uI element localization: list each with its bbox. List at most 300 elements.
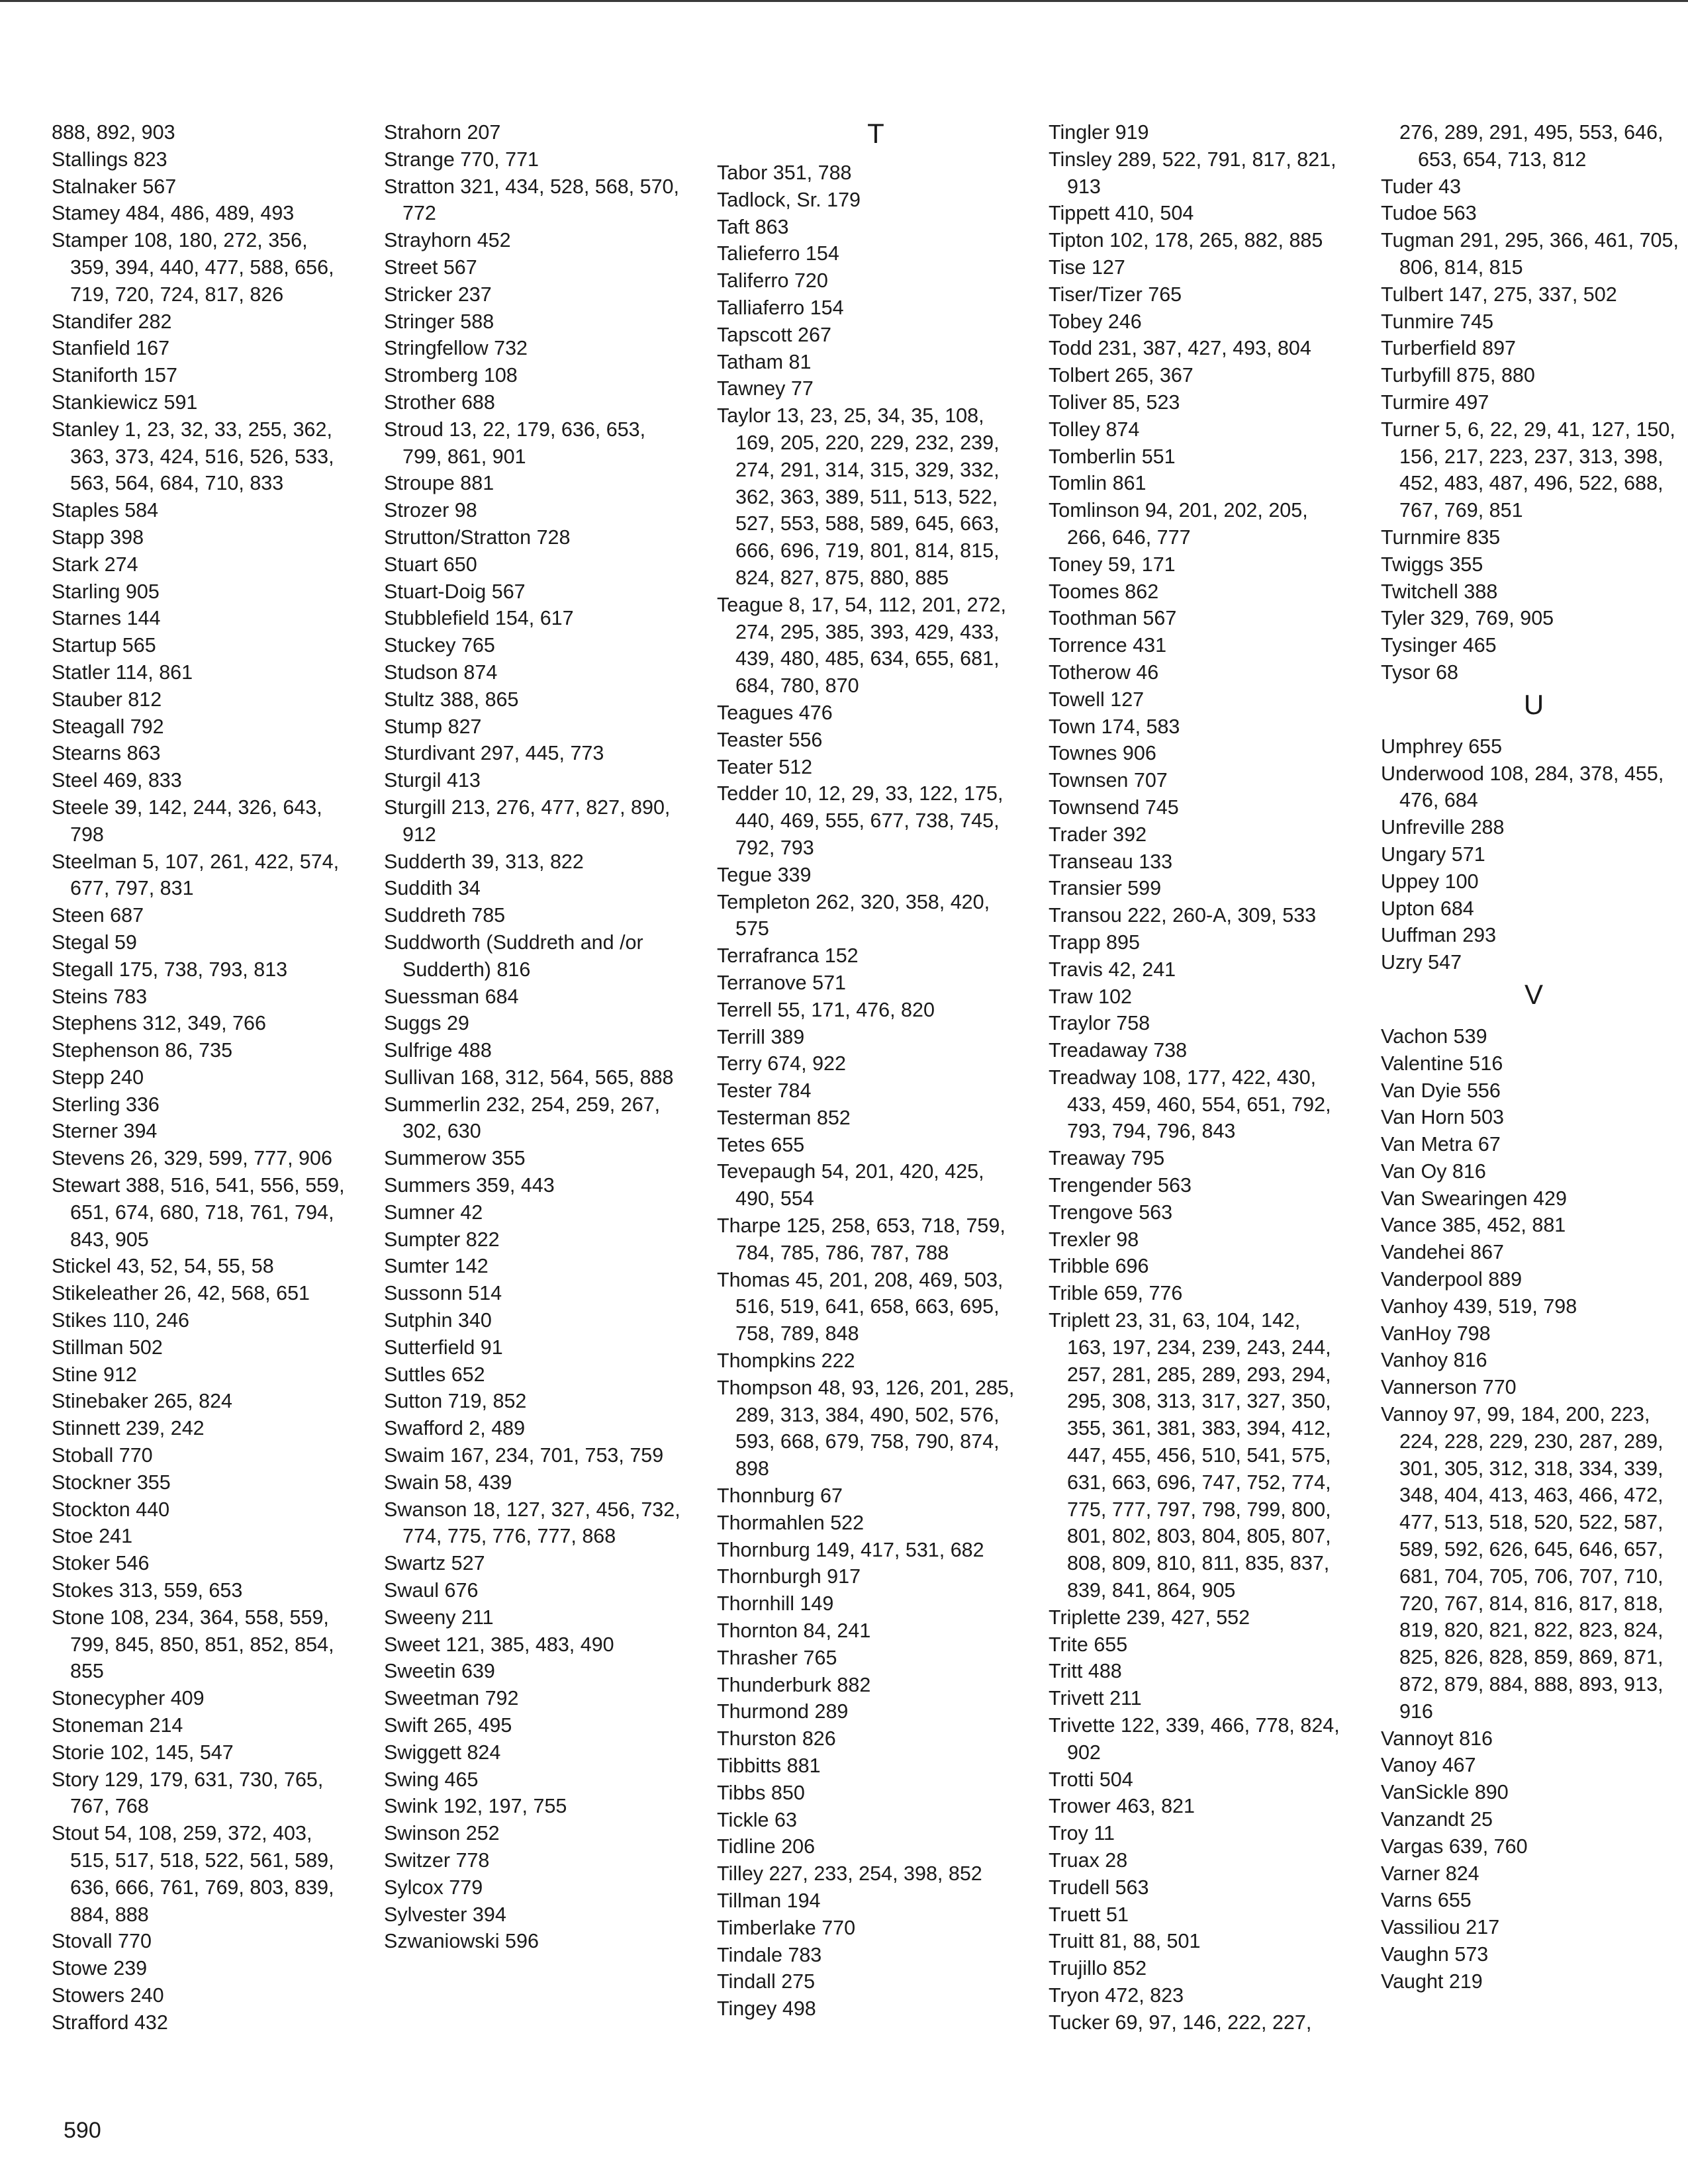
index-entry [384,1145,702,1172]
index-entry [1049,1010,1366,1037]
index-entry [1049,497,1366,551]
index-entry [52,794,369,848]
index-entry [384,848,702,876]
entry-text: Teaster 556 [717,728,823,751]
entry-text: Trudell 563 [1049,1876,1149,1899]
entry-text: Troy 11 [1049,1822,1115,1845]
entry-text: Testerman 852 [717,1106,851,1129]
entry-text: Vanzandt 25 [1381,1808,1493,1831]
entry-continuation: 563, 564, 684, 710, 833 [70,472,284,495]
entry-text: Terrill 389 [717,1025,805,1048]
index-entry [1049,713,1366,741]
entry-text: Strozer 98 [384,499,477,522]
index-entry [384,362,702,389]
entry-text: Stroud 13, 22, 179, 636, 653, [384,418,646,441]
index-entry [384,740,702,767]
entry-text: Transeau 133 [1049,850,1173,873]
entry-text: Van Metra 67 [1381,1133,1501,1156]
entry-text: Stegall 175, 738, 793, 813 [52,958,288,981]
index-entry [717,727,1035,754]
entry-text: Trower 463, 821 [1049,1795,1195,1818]
entry-continuation: 363, 373, 424, 516, 526, 533, [70,445,334,468]
index-entry [52,983,369,1011]
entry-text: Stanley 1, 23, 32, 33, 255, 362, [52,418,332,441]
entry-continuation: 631, 663, 696, 747, 752, 774, [1067,1471,1331,1494]
entry-text: Terranove 571 [717,971,846,994]
entry-continuation: 720, 767, 814, 816, 817, 818, [1399,1592,1664,1615]
index-entry [717,1212,1035,1267]
index-entry [1049,929,1366,956]
entry-text: Stikeleather 26, 42, 568, 651 [52,1282,310,1305]
entry-text: Valentine 516 [1381,1052,1503,1075]
entry-text: Treaway 795 [1049,1147,1165,1170]
index-entry [52,578,369,606]
entry-text: Totherow 46 [1049,660,1159,684]
entry-continuation: 808, 809, 810, 811, 835, 837, [1067,1552,1330,1575]
entry-continuation: 666, 696, 719, 801, 814, 815, [735,539,1000,563]
index-entry [1381,308,1687,336]
entry-text: Storie 102, 145, 547 [52,1741,234,1764]
entry-text: Sylcox 779 [384,1876,483,1899]
index-entry [717,322,1035,349]
entry-text: Traylor 758 [1049,1012,1150,1035]
entry-text: Tedder 10, 12, 29, 33, 122, 175, [717,782,1004,805]
index-entry [1381,1374,1687,1401]
index-entry [1049,1982,1366,2009]
entry-text: Sylvester 394 [384,1903,506,1926]
entry-text: Story 129, 179, 631, 730, 765, [52,1768,324,1791]
index-entry [384,578,702,606]
index-entry [52,1334,369,1361]
index-entry [52,1928,369,1955]
index-entry [52,524,369,551]
entry-text: Turner 5, 6, 22, 29, 41, 127, 150, [1381,418,1675,441]
entry-text: Vandehei 867 [1381,1241,1504,1264]
entry-text: Tysinger 465 [1381,634,1497,657]
index-entry [1049,416,1366,443]
entry-text: Tolbert 265, 367 [1049,364,1194,387]
entry-text: Terry 674, 922 [717,1052,846,1075]
index-entry [717,1077,1035,1105]
index-entry [384,794,702,848]
entry-text: Swink 192, 197, 755 [384,1795,567,1818]
entry-continuation: 257, 281, 285, 289, 293, 294, [1067,1363,1331,1386]
index-column-3 [717,119,1035,2023]
index-entry [384,389,702,416]
entry-text: Tyler 329, 769, 905 [1381,607,1554,630]
entry-continuation: 824, 827, 875, 880, 885 [735,566,949,589]
entry-continuation: 793, 794, 796, 843 [1067,1120,1236,1143]
entry-text: Tatham 81 [717,350,812,373]
entry-text: Turnmire 835 [1381,525,1501,549]
index-entry [1049,200,1366,227]
index-entry [717,1132,1035,1159]
entry-text: Tawney 77 [717,377,814,400]
entry-continuation: 839, 841, 864, 905 [1067,1579,1236,1602]
index-entry [717,889,1035,943]
index-entry [384,1685,702,1712]
index-entry [1381,1941,1687,1968]
entry-continuation: 439, 480, 485, 634, 655, 681, [735,647,1000,670]
entry-continuation: 872, 879, 884, 888, 893, 913, [1399,1673,1664,1696]
index-entry [717,240,1035,267]
entry-continuation: 651, 674, 680, 718, 761, 794, [70,1201,334,1224]
entry-continuation: 784, 785, 786, 787, 788 [735,1241,949,1264]
index-entry [52,740,369,767]
index-entry [52,1442,369,1469]
entry-text: Steel 469, 833 [52,769,182,792]
entry-continuation: 440, 469, 555, 677, 738, 745, [735,809,1000,833]
section-letter: V [1524,978,1543,1010]
entry-text: Sullivan 168, 312, 564, 565, 888 [384,1066,674,1089]
index-entry [717,754,1035,781]
entry-text: VanHoy 798 [1381,1322,1491,1345]
index-entry [717,1050,1035,1077]
index-entry [717,700,1035,727]
index-entry [52,659,369,686]
index-entry [717,214,1035,241]
entry-text: Torrence 431 [1049,634,1167,657]
entry-text: Stinebaker 265, 824 [52,1390,233,1413]
index-entry [717,1780,1035,1807]
index-entry [384,686,702,713]
entry-text: Stringer 588 [384,310,494,333]
entry-continuation: 589, 592, 626, 645, 646, 657, [1399,1538,1664,1561]
entry-text: Strutton/Stratton 728 [384,525,571,549]
index-entry [52,2009,369,2036]
index-entry [384,254,702,281]
index-entry [384,146,702,173]
entry-text: Tidline 206 [717,1835,816,1858]
entry-text: Uuffman 293 [1381,924,1497,947]
index-entry [1049,1280,1366,1307]
entry-text: Thompson 48, 93, 126, 201, 285, [717,1376,1015,1399]
entry-text: Staniforth 157 [52,364,177,387]
index-entry [384,767,702,794]
entry-text: Tippett 410, 504 [1049,202,1194,225]
entry-text: Vannerson 770 [1381,1376,1517,1399]
entry-text: Startup 565 [52,634,156,657]
entry-text: Sutphin 340 [384,1309,492,1332]
entry-text: 888, 892, 903 [52,121,175,144]
entry-text: Stokes 313, 559, 653 [52,1579,243,1602]
index-entry [1049,1604,1366,1631]
entry-text: Tillman 194 [717,1889,821,1912]
index-entry [384,281,702,308]
index-entry [384,470,702,497]
index-entry [52,632,369,659]
entry-continuation: 912 [402,823,436,846]
entry-continuation: 653, 654, 713, 812 [1418,148,1587,171]
index-entry [52,1145,369,1172]
entry-text: Todd 231, 387, 427, 493, 804 [1049,337,1311,360]
entry-continuation: 677, 797, 831 [70,877,194,900]
index-entry [52,1982,369,2009]
index-entry [384,335,702,362]
entry-continuation: 362, 363, 389, 511, 513, 522, [735,485,998,508]
entry-text: Stephenson 86, 735 [52,1039,233,1062]
entry-text: Tribble 696 [1049,1255,1149,1278]
index-entry [717,1807,1035,1834]
entry-continuation: 302, 630 [402,1120,481,1143]
entry-continuation: 758, 789, 848 [735,1322,859,1345]
entry-text: Tiser/Tizer 765 [1049,283,1182,306]
index-entry [717,1590,1035,1617]
entry-continuation: 636, 666, 761, 769, 803, 839, [70,1876,334,1899]
entry-text: Vanoy 467 [1381,1754,1476,1777]
index-entry [1381,1023,1687,1050]
index-entry [52,1415,369,1442]
entry-text: Turbyfill 875, 880 [1381,364,1535,387]
entry-text: Terrafranca 152 [717,944,859,968]
index-entry [52,902,369,929]
index-entry [384,1010,702,1037]
index-entry [717,1024,1035,1051]
index-entry [717,1482,1035,1510]
index-entry [1049,1199,1366,1226]
entry-continuation: 274, 295, 385, 393, 429, 433, [735,620,1000,643]
entry-text: Thornburgh 917 [717,1565,861,1588]
index-entry [384,983,702,1011]
entry-text: 276, 289, 291, 495, 553, 646, [1399,121,1664,144]
index-entry [1381,814,1687,841]
index-entry [384,1415,702,1442]
index-entry [384,1199,702,1226]
index-entry [384,1928,702,1955]
index-entry [384,1226,702,1253]
index-entry [52,767,369,794]
entry-text: VanSickle 890 [1381,1781,1509,1804]
index-entry [52,146,369,173]
entry-text: Standifer 282 [52,310,172,333]
entry-text: Tevepaugh 54, 201, 420, 425, [717,1160,984,1183]
entry-text: Stowe 239 [52,1957,148,1980]
entry-text: Varns 655 [1381,1889,1472,1912]
entry-continuation: 799, 861, 901 [402,445,526,468]
entry-text: Stoe 241 [52,1525,133,1548]
entry-text: Vannoy 97, 99, 184, 200, 223, [1381,1403,1650,1426]
entry-text: Stevens 26, 329, 599, 777, 906 [52,1147,332,1170]
entry-text: Trengove 563 [1049,1201,1173,1224]
index-column-4 [1049,119,1366,2036]
index-entry [717,349,1035,376]
index-entry [1381,1806,1687,1833]
entry-text: Tryon 472, 823 [1049,1983,1184,2007]
index-entry [384,1550,702,1577]
section-letter: T [867,118,884,149]
index-entry [1049,1766,1366,1794]
index-entry [384,875,702,902]
entry-text: Swift 265, 495 [384,1714,512,1737]
index-entry [52,1739,369,1766]
index-entry [1381,1077,1687,1105]
entry-text: Sterner 394 [52,1120,158,1143]
entry-continuation: 224, 228, 229, 230, 287, 289, [1399,1430,1664,1453]
index-entry [1381,659,1687,686]
index-entry [52,605,369,632]
entry-continuation: 301, 305, 312, 318, 334, 339, [1399,1457,1664,1480]
entry-text: Stoker 546 [52,1552,150,1575]
entry-continuation: 767, 769, 851 [1399,499,1523,522]
entry-text: Towell 127 [1049,688,1145,711]
index-entry [717,1752,1035,1780]
entry-text: Sweetman 792 [384,1687,519,1710]
entry-text: Thunderburk 882 [717,1673,871,1696]
index-entry [1381,578,1687,606]
entry-text: Taliferro 720 [717,269,828,293]
index-entry [384,497,702,524]
index-entry [1381,605,1687,632]
index-entry [52,1685,369,1712]
index-entry [384,173,702,228]
entry-text: Terrell 55, 171, 476, 820 [717,998,935,1021]
entry-text: Tickle 63 [717,1808,797,1831]
entry-text: Switzer 778 [384,1849,490,1872]
entry-text: Swanson 18, 127, 327, 456, 732, [384,1498,680,1521]
index-entry [1381,1752,1687,1779]
entry-text: Stockton 440 [52,1498,170,1521]
entry-text: Tinsley 289, 522, 791, 817, 821, [1049,148,1336,171]
entry-text: Turmire 497 [1381,390,1489,414]
index-entry [717,970,1035,997]
entry-text: Van Horn 503 [1381,1106,1504,1129]
index-entry [1381,1293,1687,1320]
entry-text: Vargas 639, 760 [1381,1835,1528,1858]
entry-continuation: 792, 793 [735,836,814,859]
index-entry [1049,1955,1366,1982]
index-entry [717,780,1035,861]
entry-text: Suggs 29 [384,1012,469,1035]
index-entry [1049,848,1366,876]
entry-continuation: 527, 553, 588, 589, 645, 663, [735,512,1000,535]
entry-continuation: 447, 455, 456, 510, 541, 575, [1067,1444,1331,1467]
index-entry [384,902,702,929]
index-entry [1049,470,1366,497]
entry-text: Swiggett 824 [384,1741,501,1764]
entry-text: Tunmire 745 [1381,310,1494,333]
index-entry [384,1712,702,1739]
entry-continuation: 575 [735,917,769,940]
index-entry [1381,922,1687,949]
entry-text: Upton 684 [1381,897,1474,920]
index-entry [384,1766,702,1794]
entry-text: Tudoe 563 [1381,202,1477,225]
entry-text: Taft 863 [717,215,789,238]
index-entry [384,1658,702,1685]
entry-text: Stearns 863 [52,742,161,765]
entry-text: Suessman 684 [384,985,519,1008]
entry-text: Swafford 2, 489 [384,1417,526,1440]
entry-text: Stewart 388, 516, 541, 556, 559, [52,1174,345,1197]
entry-text: Stump 827 [384,715,482,738]
index-entry [384,1847,702,1874]
index-entry [1381,868,1687,895]
index-entry [1049,1307,1366,1604]
entry-text: Stoball 770 [52,1444,153,1467]
index-entry [52,551,369,578]
index-entry [717,1915,1035,1942]
index-entry [52,1118,369,1145]
entry-text: Thornburg 149, 417, 531, 682 [717,1538,984,1561]
index-entry [1049,821,1366,848]
entry-text: Townes 906 [1049,742,1156,765]
entry-text: Trexler 98 [1049,1228,1139,1251]
entry-continuation: 767, 768 [70,1795,149,1818]
index-entry [1381,200,1687,227]
index-entry [52,1091,369,1118]
index-entry [1049,1928,1366,1955]
index-entry [1049,254,1366,281]
index-entry [52,1604,369,1685]
entry-text: Triplett 23, 31, 63, 104, 142, [1049,1309,1301,1332]
index-entry [1049,686,1366,713]
entry-continuation: 452, 483, 487, 496, 522, 688, [1399,472,1664,495]
index-entry [717,942,1035,970]
entry-text: Suddworth (Suddreth and /or [384,931,643,954]
entry-text: Thurmond 289 [717,1700,849,1723]
index-entry [717,1942,1035,1969]
entry-text: Trengender 563 [1049,1174,1192,1197]
entry-text: Transier 599 [1049,877,1162,900]
index-entry [384,1469,702,1496]
entry-continuation: 515, 517, 518, 522, 561, 589, [70,1849,334,1872]
index-entry [717,159,1035,187]
index-entry [717,187,1035,214]
entry-text: Stankiewicz 591 [52,390,198,414]
entry-text: Van Oy 816 [1381,1160,1486,1183]
index-entry [1049,1226,1366,1253]
entry-text: Vaughn 573 [1381,1943,1489,1966]
index-entry [384,1631,702,1659]
index-entry [384,1280,702,1307]
index-entry [1381,1239,1687,1266]
entry-continuation: 819, 820, 821, 822, 823, 824, [1399,1619,1664,1642]
index-entry [1049,1037,1366,1064]
entry-continuation: 913 [1067,175,1101,198]
entry-text: Thomas 45, 201, 208, 469, 503, [717,1268,1004,1291]
index-entry [717,1617,1035,1645]
entry-continuation: 476, 684 [1399,789,1478,812]
entry-continuation: 274, 291, 314, 315, 329, 332, [735,458,1000,481]
entry-text: Transou 222, 260-A, 309, 533 [1049,904,1317,927]
entry-text: Toliver 85, 523 [1049,390,1180,414]
entry-text: Stone 108, 234, 364, 558, 559, [52,1606,329,1629]
index-entry [1049,767,1366,794]
entry-text: Stark 274 [52,553,138,576]
index-entry [52,362,369,389]
index-entry [384,308,702,336]
index-entry [1049,2009,1366,2036]
entry-text: Tucker 69, 97, 146, 222, 227, [1049,2011,1312,2034]
index-entry [717,1537,1035,1564]
entry-text: Toothman 567 [1049,607,1177,630]
entry-text: Vachon 539 [1381,1024,1487,1048]
entry-text: Thornhill 149 [717,1592,834,1615]
index-entry [1049,875,1366,902]
index-entry [1049,1712,1366,1766]
entry-text: Stringfellow 732 [384,337,528,360]
index-entry [384,227,702,254]
entry-text: Teague 8, 17, 54, 112, 201, 272, [717,593,1006,616]
index-entry [384,1442,702,1469]
entry-text: Tingey 498 [717,1997,816,2021]
index-entry [717,1888,1035,1915]
index-entry [717,402,1035,592]
entry-text: Stapp 398 [52,525,144,549]
index-entry [1049,740,1366,767]
index-entry [1381,1212,1687,1239]
entry-continuation: 684, 780, 870 [735,674,859,698]
